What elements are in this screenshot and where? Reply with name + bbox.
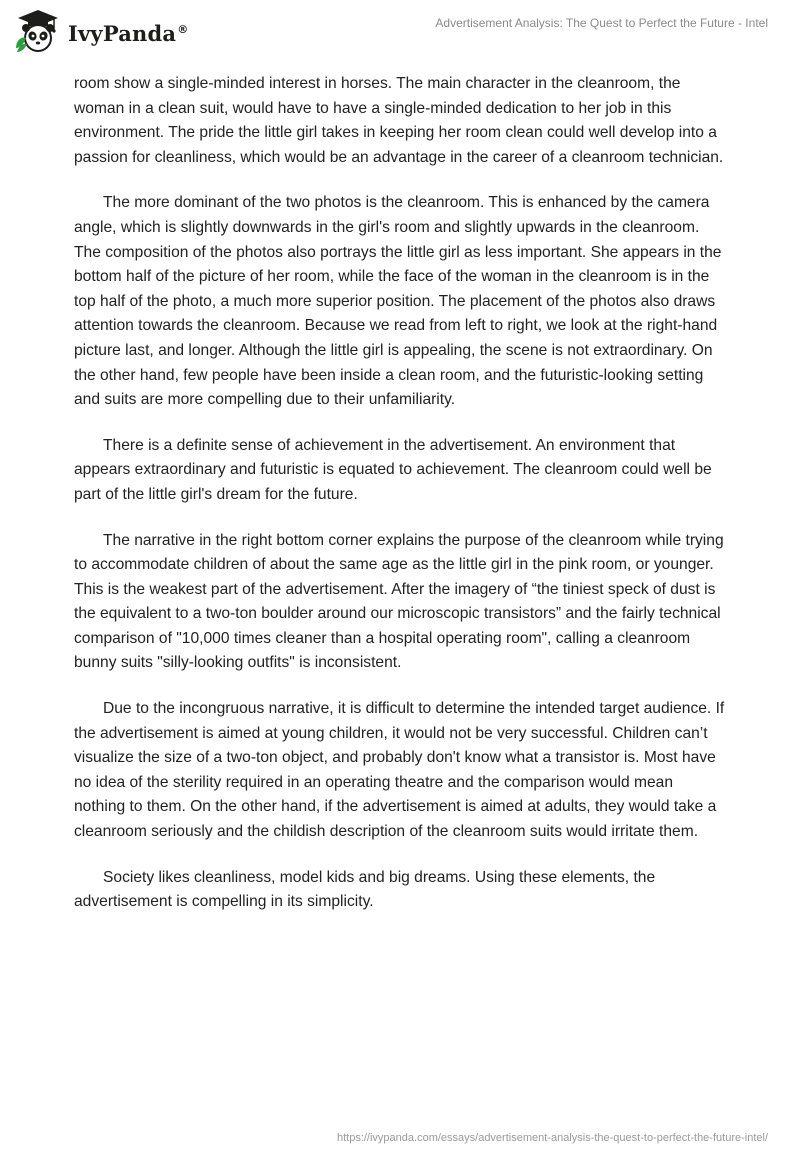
page-header (0, 0, 800, 60)
essay-paragraph: There is a definite sense of achievement in the advertisement. An environment that appears extraordinary and futuristic is equated to achievement. The cleanroom could well be part of the little girl's dream for the future. (74, 436, 712, 503)
logo-text (68, 21, 188, 46)
registered-mark: ® (177, 22, 189, 36)
essay-body (74, 72, 728, 936)
essay-paragraph: The narrative in the right bottom corner explains the purpose of the cleanroom while trying to accommodate children of about the same age as the little girl in the pink room, or younger. This is the weakest part of the advertisement. After the imagery of “the tiniest speck of dust is the equivalent to a two-ton boulder around our microscopic transistors” and the fairly technical comparison of "10,000 times cleaner than a hospital operating room", calling a cleanroom bunny suits "silly-looking outfits" is inconsistent. (74, 531, 724, 672)
document-title: Advertisement Analysis: The Quest to Perfect the Future - Intel (435, 16, 768, 30)
ivypanda-logo[interactable] (14, 8, 188, 54)
essay-paragraph: The more dominant of the two photos is the cleanroom. This is enhanced by the camera angle, which is slightly downwards in the girl's room and slightly upwards in the cleanroom. The composition of the photos also portrays the little girl as less important. She appears in the bottom half of the picture of her room, while the face of the woman in the cleanroom is in the top half of the photo, a much more superior position. The placement of the photos also draws attention towards the cleanroom. Because we read from left to right, we look at the right-hand picture last, and longer. Although the little girl is appealing, the scene is not extraordinary. On the other hand, few people have been inside a clean room, and the futuristic-looking setting and suits are more compelling due to their unfamiliarity. (74, 194, 722, 409)
logo-wordmark: IvyPanda (68, 20, 177, 46)
essay-paragraph: room show a single-minded interest in horses. The main character in the cleanroom, the woman in a clean suit, would have to have a single-minded dedication to her job in this environment. The pride the little girl takes in keeping her room clean could well develop into a passion for cleanliness, which would be an advantage in the career of a cleanroom technician. (74, 75, 724, 166)
essay-paragraph: Due to the incongruous narrative, it is difficult to determine the intended target audience. If the advertisement is aimed at young children, it would not be very successful. Children can’t visualize the size of a two-ton object, and probably don't know what a transistor is. Most have no idea of the sterility required in an operating theatre and the comparison would mean nothing to them. On the other hand, if the advertisement is aimed at adults, they would take a cleanroom seriously and the childish description of the cleanroom suits would irritate them. (74, 700, 725, 841)
essay-paragraph: Society likes cleanliness, model kids and big dreams. Using these elements, the advertisement is compelling in its simplicity. (74, 868, 656, 911)
source-url-link[interactable]: https://ivypanda.com/essays/advertisement-analysis-the-quest-to-perfect-the-future-intel/ (336, 1132, 768, 1144)
panda-graduate-icon (14, 8, 62, 54)
